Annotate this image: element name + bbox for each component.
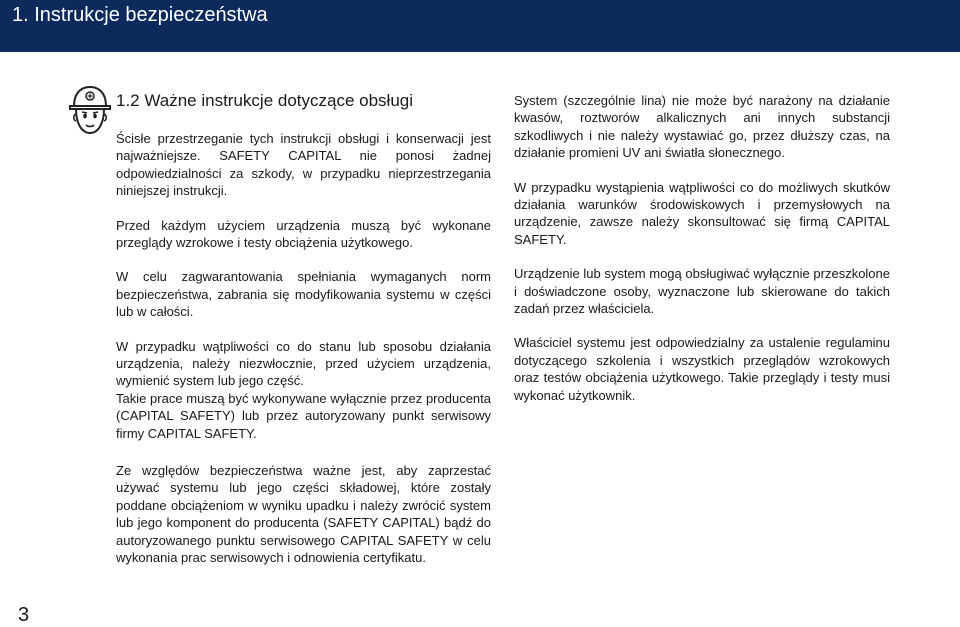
left-column (116, 130, 491, 459)
helmet-worker-icon (68, 84, 112, 136)
paragraph: W przypadku wystąpienia wątpliwości co do możliwych skutków działania warunków środowiskowych i przemysłowych na urządzenie, zawsze należy skonsultować się firmą CAPITAL SAFETY. (514, 179, 890, 247)
paragraph: Właściciel systemu jest odpowiedzialny za ustalenie regulaminu dotyczącego szkolenia i wszystkich przeglądów wzrokowych oraz testów obciążenia użytkowego. Takie przeglądy i testy musi wykonać użytkownik. (514, 335, 890, 403)
header-bar (0, 0, 960, 52)
paragraph: Takie prace muszą być wykonywane wyłącznie przez producenta (CAPITAL SAFETY) lub przez autoryzowany punkt serwisowy firmy CAPITAL SAFETY. (116, 390, 491, 441)
paragraph: Przed każdym użyciem urządzenia muszą być wykonane przeglądy wzrokowe i testy obciążenia użytkowego. (116, 217, 491, 251)
paragraph: W celu zagwarantowania spełniania wymaganych norm bezpieczeństwa, zabrania się modyfikowania systemu w części lub w całości. (116, 269, 491, 320)
paragraph: Urządzenie lub system mogą obsługiwać wyłącznie przeszkolone i doświadczone osoby, wyznaczone lub skierowane do takich zadań przez właściciela. (514, 266, 890, 317)
section-heading: 1.2 Ważne instrukcje dotyczące obsługi (116, 91, 414, 110)
left-column-bottom (116, 462, 491, 583)
chapter-title: 1. Instrukcje bezpieczeństwa (12, 4, 268, 26)
paragraph: W przypadku wątpliwości co do stanu lub sposobu działania urządzenia, należy niezwłocznie, przed użyciem urządzenia, wymienić system lub jego część. (116, 338, 491, 389)
paragraph: System (szczególnie lina) nie może być narażony na działanie kwasów, roztworów alkalicznych ani innych substancji szkodliwych i nie należy wystawiać go, przez dłuższy czas, na działanie promieni UV ani światła słonecznego. (514, 93, 890, 161)
paragraph: Ścisłe przestrzeganie tych instrukcji obsługi i konserwacji jest najważniejsze. SAFETY CAPITAL nie ponosi żadnej odpowiedzialności za szkody, w przypadku nieprzestrzegania niniejszej instrukcji. (116, 131, 491, 199)
right-column (514, 92, 890, 421)
page-number: 3 (18, 604, 30, 626)
paragraph: Ze względów bezpieczeństwa ważne jest, aby zaprzestać używać systemu lub jego części składowej, które zostały poddane obciążeniom w wyniku upadku i należy zwrócić system lub jego komponent do producenta (SAFETY CAPITAL) bądź do autoryzowanego punktu serwisowego CAPITAL SAFETY w celu wykonania prac serwisowych i odnowienia certyfikatu. (116, 463, 491, 566)
